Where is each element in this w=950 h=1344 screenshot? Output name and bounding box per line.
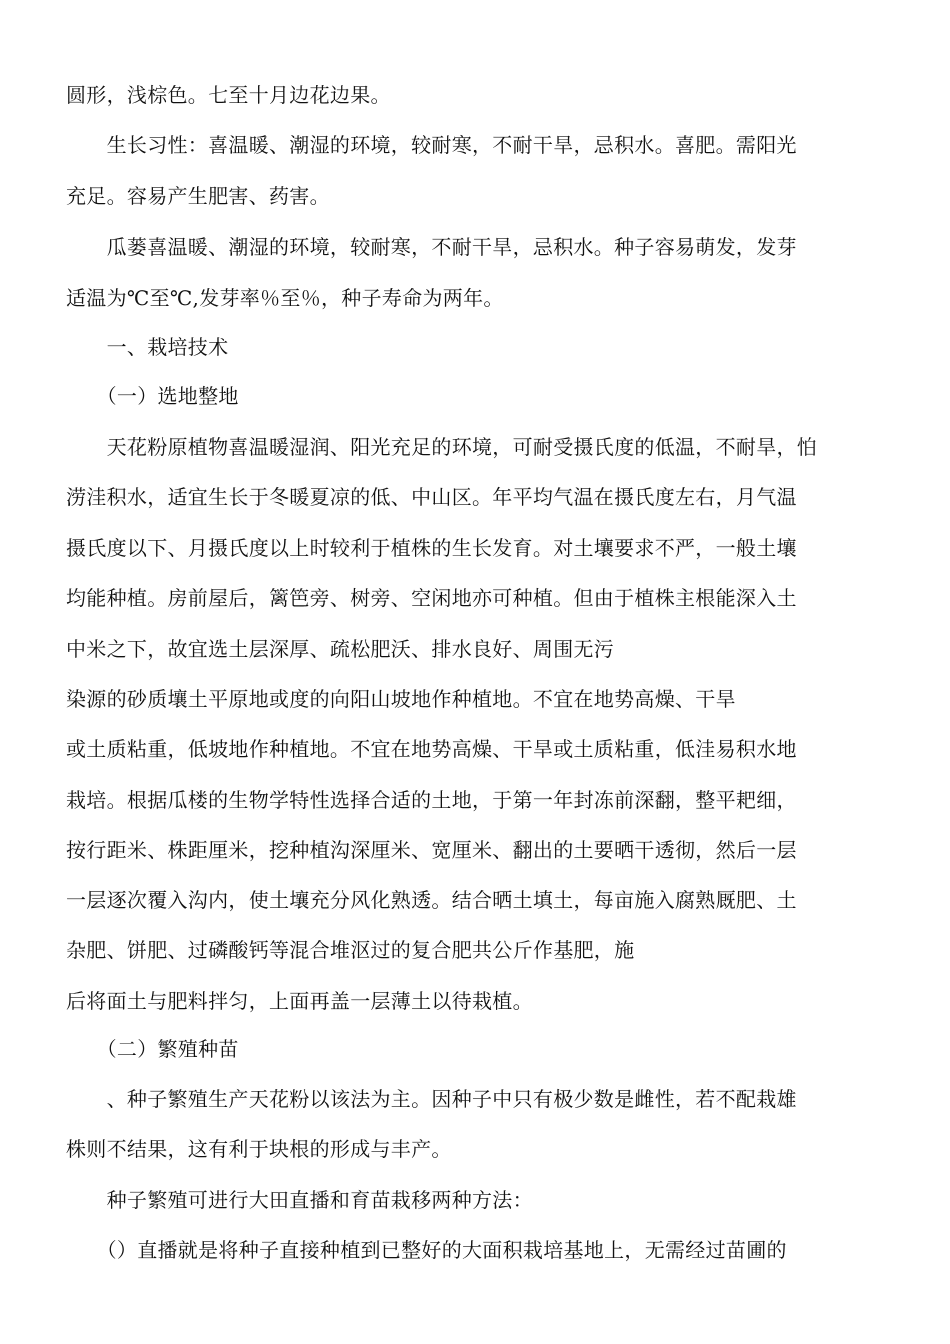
text-line-5: 适温为℃至℃,发芽率％至％，种子寿命为两年。 <box>66 286 504 310</box>
text-line-8: 天花粉原植物喜温暖湿润、阳光充足的环境，可耐受摄氏度的低温，不耐旱，怕 <box>66 435 818 459</box>
text-line-10: 摄氏度以下、月摄氏度以上时较利于植株的生长发育。对土壤要求不严，一般土壤 <box>66 536 797 560</box>
section-heading-cultivation: 一、栽培技术 <box>66 335 229 359</box>
text-line-24: （）直播就是将种子直接种植到已整好的大面积栽培基地上，无需经过苗圃的 <box>66 1238 787 1262</box>
subsection-heading-propagation: （二）繁殖种苗 <box>66 1037 239 1061</box>
text-line-15: 栽培。根据瓜楼的生物学特性选择合适的土地，于第一年封冻前深翻，整平耙细， <box>66 788 797 812</box>
text-line-23: 种子繁殖可进行大田直播和育苗栽移两种方法： <box>66 1188 533 1212</box>
text-line-19: 后将面土与肥料拌匀，上面再盖一层薄土以待栽植。 <box>66 989 533 1013</box>
text-line-3: 充足。容易产生肥害、药害。 <box>66 184 330 208</box>
text-line-12: 中米之下，故宜选土层深厚、疏松肥沃、排水良好、周围无污 <box>66 637 615 661</box>
text-line-14: 或土质粘重，低坡地作种植地。不宜在地势高燥、干旱或土质粘重，低洼易积水地 <box>66 737 797 761</box>
text-line-18: 杂肥、饼肥、过磷酸钙等混合堆沤过的复合肥共公斤作基肥，施 <box>66 938 635 962</box>
text-line-1: 圆形，浅棕色。七至十月边花边果。 <box>66 83 391 107</box>
text-line-2: 生长习性：喜温暖、潮湿的环境，较耐寒，不耐干旱，忌积水。喜肥。需阳光 <box>66 133 797 157</box>
text-line-17: 一层逐次覆入沟内，使土壤充分风化熟透。结合晒土填土，每亩施入腐熟厩肥、土 <box>66 888 797 912</box>
text-line-4: 瓜蒌喜温暖、潮湿的环境，较耐寒，不耐干旱，忌积水。种子容易萌发，发芽 <box>66 235 797 259</box>
text-line-13: 染源的砂质壤土平原地或度的向阳山坡地作种植地。不宜在地势高燥、干旱 <box>66 687 736 711</box>
text-line-16: 按行距米、株距厘米，挖种植沟深厘米、宽厘米、翻出的土要晒干透彻，然后一层 <box>66 838 797 862</box>
text-line-9: 涝洼积水，适宜生长于冬暖夏凉的低、中山区。年平均气温在摄氏度左右，月气温 <box>66 485 797 509</box>
text-line-11: 均能种植。房前屋后，篱笆旁、树旁、空闲地亦可种植。但由于植株主根能深入土 <box>66 586 797 610</box>
text-line-21: 、种子繁殖生产天花粉以该法为主。因种子中只有极少数是雌性，若不配栽雄 <box>66 1087 797 1111</box>
text-line-22: 株则不结果，这有利于块根的形成与丰产。 <box>66 1137 452 1161</box>
subsection-heading-site-selection: （一）选地整地 <box>66 384 239 408</box>
